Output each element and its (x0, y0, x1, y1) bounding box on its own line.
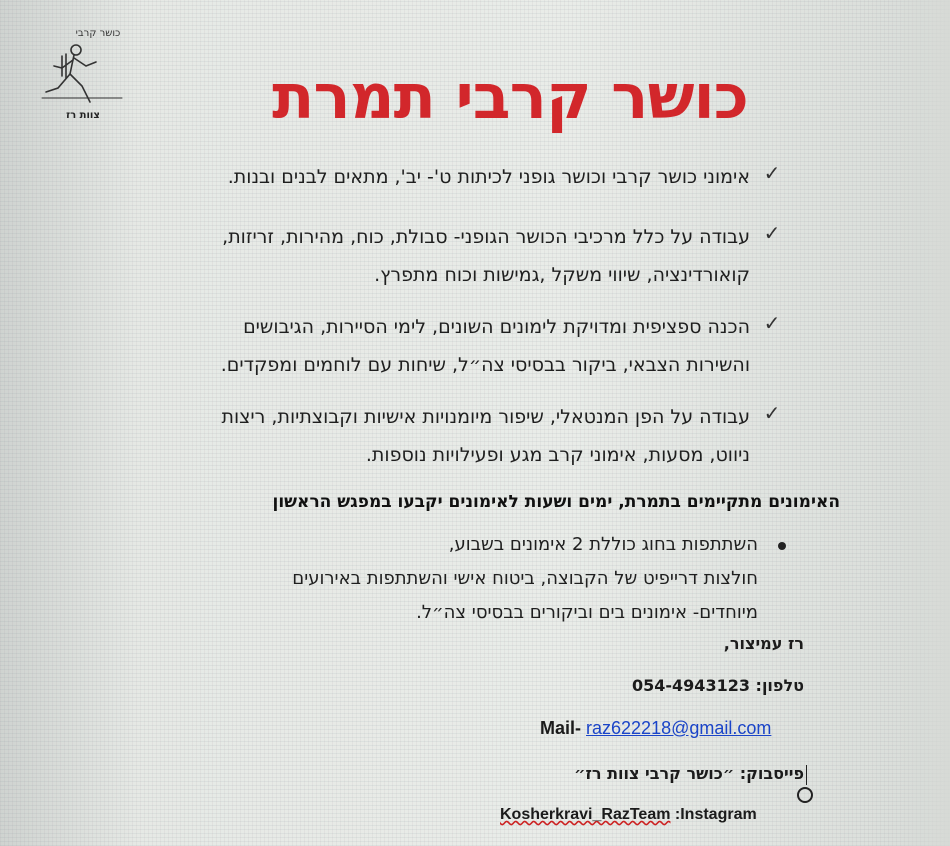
bullet-dot-icon (778, 542, 786, 550)
contact-mail (540, 718, 810, 746)
page-edge-shadow (890, 0, 950, 846)
instagram-handle: Kosherkravi_RazTeam (500, 806, 671, 823)
logo (38, 22, 128, 132)
bullet-line: מיוחדים- אימונים בים וביקורים בבסיסי צה״ל. (416, 602, 758, 623)
runner-icon (38, 40, 128, 112)
checkmark-icon: ✓ (763, 221, 781, 245)
list-item (150, 218, 781, 294)
list-item (150, 398, 781, 474)
bullet-item (200, 528, 758, 630)
contact-name: רז עמיצור, (723, 634, 804, 653)
cursor-circle-icon (797, 787, 813, 803)
instagram-label: :Instagram (670, 806, 757, 823)
list-item (150, 308, 781, 384)
page-title: כושר קרבי תמרת (272, 60, 748, 133)
text-caret (806, 765, 807, 785)
list-item (150, 158, 781, 196)
contact-instagram (500, 806, 810, 830)
checkmark-icon: ✓ (763, 161, 781, 185)
logo-bottom-text: צוות רז (66, 110, 100, 121)
list-item-line: אימוני כושר קרבי וכושר גופני לכיתות ט'- יב', מתאים לבנים ובנות. (227, 166, 750, 188)
mail-label: Mail- (540, 718, 587, 738)
checkmark-icon: ✓ (763, 401, 781, 425)
list-item-line: והשירות הצבאי, ביקור בבסיסי צה״ל, שיחות עם לוחמים ומפקדים. (220, 354, 750, 376)
mail-link[interactable]: raz622218@gmail.com (586, 718, 772, 738)
logo-top-text: כושר קרבי (75, 28, 121, 39)
schedule-heading: האימונים מתקיימים בתמרת, ימים ושעות לאימונים יקבעו במפגש הראשון (272, 492, 840, 512)
bullet-line: חולצות דרייפיט של הקבוצה, ביטוח אישי והשתתפות באירועים (292, 568, 758, 589)
list-item-line: עבודה על כלל מרכיבי הכושר הגופני- סבולת, כוח, מהירות, זריזות, (222, 226, 750, 248)
list-item-line: הכנה ספציפית ומדויקת לימונים השונים, לימי הסיירות, הגיבושים (243, 316, 750, 338)
bullet-line: השתתפות בחוג כוללת 2 אימונים בשבוע, (448, 534, 758, 555)
checkmark-icon: ✓ (763, 311, 781, 335)
list-item-line: קואורדינציה, שיווי משקל ,גמישות וכוח מתפרץ. (374, 264, 750, 286)
contact-facebook: פייסבוק: ״כושר קרבי צוות רז״ (574, 764, 804, 783)
list-item-line: עבודה על הפן המנטאלי, שיפור מיומנויות אישיות וקבוצתיות, ריצות (221, 406, 750, 428)
list-item-line: ניווט, מסעות, אימוני קרב מגע ופעילויות נוספות. (365, 444, 750, 466)
contact-phone: טלפון: 054-4943123 (632, 676, 804, 695)
